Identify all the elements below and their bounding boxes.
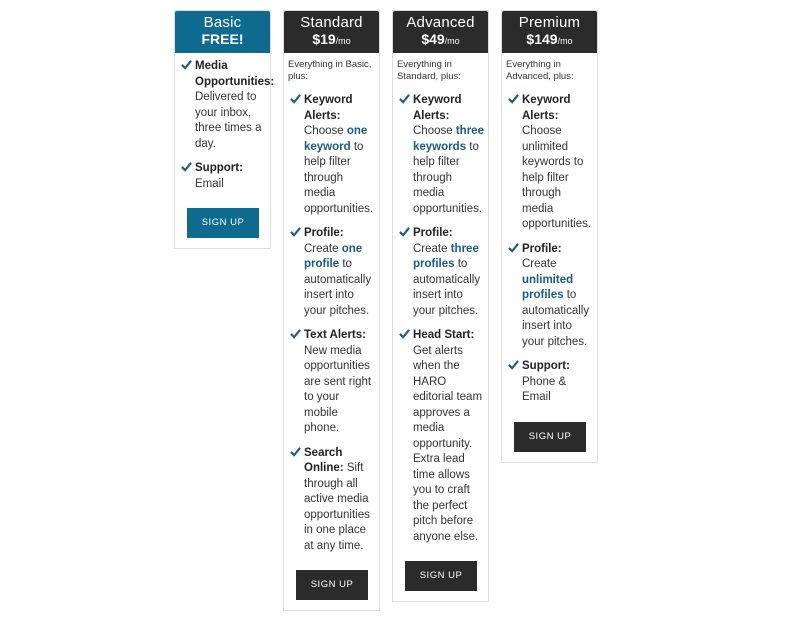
feature-item bbox=[288, 93, 376, 217]
checkmark-icon bbox=[399, 93, 410, 104]
feature-title: Text Alerts: bbox=[304, 329, 366, 341]
feature-title: Profile: bbox=[522, 242, 562, 255]
feature-title: Head Start: bbox=[413, 329, 475, 341]
plan-header bbox=[502, 11, 597, 53]
feature-text: Choose bbox=[304, 125, 347, 137]
checkmark-icon bbox=[508, 93, 519, 104]
feature-highlight: unlimited profiles bbox=[522, 273, 574, 301]
feature-title: Support: bbox=[195, 162, 243, 174]
feature-item bbox=[288, 328, 376, 437]
feature-item bbox=[179, 59, 275, 152]
feature-text: to automatically insert into your pitches. bbox=[522, 289, 590, 348]
feature-text: Sift through all active media opportunities in one place at any time. bbox=[304, 462, 370, 552]
checkmark-icon bbox=[181, 59, 192, 70]
feature-text: Phone & Email bbox=[522, 375, 567, 403]
plan-header bbox=[284, 11, 379, 53]
feature-item bbox=[397, 93, 485, 217]
feature-highlight: three profiles bbox=[413, 242, 479, 270]
feature-text: to automatically insert into your pitches. bbox=[304, 258, 372, 317]
checkmark-icon bbox=[399, 226, 410, 237]
plan-header bbox=[393, 11, 488, 53]
plan-name: Standard bbox=[300, 14, 363, 31]
feature-item bbox=[506, 359, 594, 406]
plan-body bbox=[393, 53, 488, 601]
feature-text: to help filter through media opportunities. bbox=[304, 140, 374, 215]
feature-item bbox=[397, 226, 485, 319]
plan-name: Premium bbox=[518, 14, 581, 31]
plan-price bbox=[502, 31, 597, 50]
plan-price-amount: FREE! bbox=[201, 31, 244, 47]
feature-highlight: one keyword bbox=[304, 125, 368, 153]
feature-item bbox=[288, 446, 376, 555]
plan-price-amount: $19 bbox=[312, 31, 336, 47]
sign-up-button-basic[interactable]: SIGN UP bbox=[187, 208, 259, 238]
feature-title: Search Online: bbox=[304, 446, 344, 474]
feature-text: Choose unlimited keywords to help filter through media opportunities. bbox=[522, 125, 592, 230]
feature-text: Choose bbox=[413, 125, 456, 137]
feature-highlight: one profile bbox=[304, 242, 363, 270]
plan-body bbox=[502, 53, 597, 462]
feature-text: Create bbox=[413, 242, 451, 255]
feature-text: New media opportunities are sent right to your mobile phone. bbox=[304, 344, 372, 434]
feature-highlight: three keywords bbox=[413, 125, 484, 153]
plan-intro: Everything in Advanced, plus: bbox=[506, 59, 574, 82]
sign-up-button-standard[interactable]: SIGN UP bbox=[296, 570, 368, 600]
sign-up-button-advanced[interactable]: SIGN UP bbox=[405, 561, 477, 591]
checkmark-icon bbox=[290, 226, 301, 237]
feature-title: Support: bbox=[522, 360, 570, 372]
plan-price bbox=[284, 31, 379, 50]
plan-price bbox=[393, 31, 488, 50]
feature-text: Email bbox=[195, 177, 224, 190]
plan-price-period: /mo bbox=[557, 36, 573, 46]
checkmark-icon bbox=[290, 446, 301, 457]
plan-price-period: /mo bbox=[444, 36, 460, 46]
feature-item bbox=[288, 226, 376, 319]
plan-card-basic bbox=[174, 10, 275, 249]
feature-text: to help filter through media opportunities. bbox=[413, 140, 483, 215]
plan-name: Advanced bbox=[406, 14, 475, 31]
plan-price-amount: $49 bbox=[421, 31, 445, 47]
feature-text: Delivered to your inbox, three times a day. bbox=[195, 91, 262, 150]
feature-text: to automatically insert into your pitches. bbox=[413, 258, 481, 317]
plan-price bbox=[175, 31, 270, 48]
feature-text: Get alerts when the HARO editorial team approves a media opportunity. Extra lead time allows you to craft the perfect pitch before anyone else. bbox=[413, 344, 483, 543]
plan-price-amount: $149 bbox=[526, 31, 558, 47]
checkmark-icon bbox=[181, 161, 192, 172]
feature-title: Keyword Alerts: bbox=[304, 94, 353, 122]
plan-card-standard bbox=[283, 10, 380, 611]
feature-title: Profile: bbox=[304, 227, 344, 239]
plan-card-advanced bbox=[392, 10, 489, 602]
feature-text: Create bbox=[304, 242, 342, 255]
feature-item bbox=[506, 242, 594, 351]
plan-card-premium bbox=[501, 10, 598, 463]
plan-intro: Everything in Standard, plus: bbox=[397, 59, 461, 82]
checkmark-icon bbox=[508, 242, 519, 253]
feature-title: Media Opportunities: bbox=[195, 60, 275, 88]
plan-price-period: /mo bbox=[335, 36, 351, 46]
feature-title: Keyword Alerts: bbox=[522, 94, 571, 122]
feature-title: Keyword Alerts: bbox=[413, 94, 462, 122]
plan-body bbox=[284, 53, 379, 610]
feature-text: Create bbox=[522, 258, 557, 270]
checkmark-icon bbox=[290, 328, 301, 339]
feature-item bbox=[506, 93, 594, 233]
plan-header bbox=[175, 11, 270, 53]
checkmark-icon bbox=[399, 328, 410, 339]
feature-title: Profile: bbox=[413, 227, 453, 239]
feature-item bbox=[179, 161, 267, 192]
checkmark-icon bbox=[508, 359, 519, 370]
plan-name: Basic bbox=[203, 14, 242, 31]
plan-body bbox=[175, 53, 275, 248]
sign-up-button-premium[interactable]: SIGN UP bbox=[514, 422, 586, 452]
checkmark-icon bbox=[290, 93, 301, 104]
plan-intro: Everything in Basic, plus: bbox=[288, 59, 372, 82]
feature-item bbox=[397, 328, 485, 545]
